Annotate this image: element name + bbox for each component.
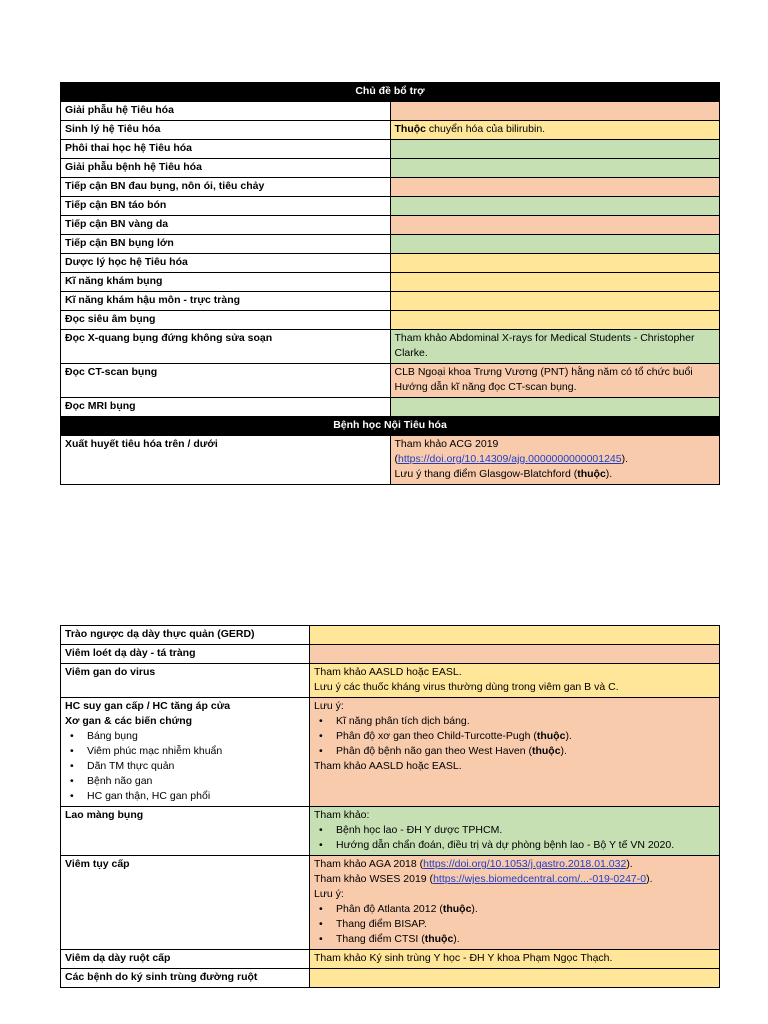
table-row	[61, 969, 720, 988]
note-line	[395, 467, 716, 482]
note-text: ).	[471, 903, 478, 915]
topic-label: Đọc X-quang bụng đứng không sửa soạn	[61, 330, 391, 364]
reference-link[interactable]: https://wjes.biomedcentral.com/...-019-0247-0	[433, 873, 647, 885]
topic-note: CLB Ngoại khoa Trưng Vương (PNT) hằng năm có tổ chức buổi Hướng dẫn kĩ năng đọc CT-scan bụng.	[390, 364, 720, 398]
topic-label: Tiếp cận BN bụng lớn	[61, 235, 391, 254]
list-item: • Kĩ năng phân tích dịch báng.	[314, 714, 715, 729]
section-header-row	[61, 417, 720, 436]
list-item	[314, 932, 715, 947]
topic-note	[390, 178, 720, 197]
table-row	[61, 807, 720, 856]
table-row	[61, 626, 720, 645]
bold-text: thuộc	[442, 903, 472, 915]
table-row	[61, 159, 720, 178]
table-row	[61, 235, 720, 254]
reference-link[interactable]: https://doi.org/10.14309/ajg.0000000000001245	[398, 453, 622, 465]
list-item: • Bệnh não gan	[65, 774, 305, 789]
topic-note	[390, 102, 720, 121]
note-text: Phân độ xơ gan theo Child-Turcotte-Pugh (	[336, 730, 537, 742]
topic-note	[310, 698, 720, 807]
section-header-row	[61, 83, 720, 102]
note-line: Lưu ý:	[314, 888, 344, 900]
topic-note	[390, 216, 720, 235]
note-text: Phân độ Atlanta 2012 (	[336, 903, 443, 915]
topic-label: Tiếp cận BN vàng da	[61, 216, 391, 235]
note-text: ).	[605, 468, 613, 480]
table-row	[61, 364, 720, 398]
topic-label: Viêm gan do virus	[61, 664, 310, 698]
topic-label: Tiếp cận BN táo bón	[61, 197, 391, 216]
note-text: Thang điểm CTSI (	[336, 933, 425, 945]
list-item: • Bệnh học lao - ĐH Y dược TPHCM.	[314, 823, 715, 838]
topic-label-line: Xơ gan & các biến chứng	[65, 715, 193, 727]
topic-note	[390, 235, 720, 254]
note-line: Tham khảo AASLD hoặc EASL.	[314, 760, 462, 772]
topic-note: Tham khảo Abdominal X-rays for Medical Students - Christopher Clarke.	[390, 330, 720, 364]
topic-label: Kĩ năng khám bụng	[61, 273, 391, 292]
topic-note	[390, 140, 720, 159]
note-text: ).	[565, 730, 572, 742]
complication-list	[65, 729, 305, 804]
bold-text: thuộc	[536, 730, 566, 742]
topic-label: Tiếp cận BN đau bụng, nôn ói, tiêu chảy	[61, 178, 391, 197]
list-item: • Hướng dẫn chẩn đoán, điều trị và dự phòng bệnh lao - Bộ Y tế VN 2020.	[314, 838, 715, 853]
topic-note	[310, 626, 720, 645]
note-line: Lưu ý:	[314, 700, 344, 712]
list-item: • Viêm phúc mạc nhiễm khuẩn	[65, 744, 305, 759]
topic-label: Đọc MRI bụng	[61, 398, 391, 417]
note-line	[314, 857, 715, 872]
note-line: Lưu ý các thuốc kháng virus thường dùng trong viêm gan B và C.	[314, 681, 619, 693]
list-item: • Dãn TM thực quản	[65, 759, 305, 774]
topic-note	[390, 121, 720, 140]
topic-note	[390, 273, 720, 292]
note-list	[314, 823, 715, 853]
note-line: Tham khảo:	[314, 809, 370, 821]
bold-text: thuộc	[531, 745, 561, 757]
table-row	[61, 121, 720, 140]
table-row	[61, 178, 720, 197]
topic-label: Kĩ năng khám hậu môn - trực tràng	[61, 292, 391, 311]
topic-note	[390, 197, 720, 216]
list-item	[314, 729, 715, 744]
table-row	[61, 292, 720, 311]
note-line	[314, 872, 715, 887]
topic-label	[61, 698, 310, 807]
reference-link[interactable]: https://doi.org/10.1053/j.gastro.2018.01.032	[423, 858, 627, 870]
topic-label: Trào ngược dạ dày thực quản (GERD)	[61, 626, 310, 645]
note-text: ).	[626, 858, 633, 870]
topic-label: Dược lý học hệ Tiêu hóa	[61, 254, 391, 273]
topic-note	[310, 807, 720, 856]
bold-text: Thuộc	[394, 123, 426, 135]
topic-label: Các bệnh do ký sinh trùng đường ruột	[61, 969, 310, 988]
section-header: Bệnh học Nội Tiêu hóa	[61, 417, 720, 436]
note-text: Lưu ý thang điểm Glasgow-Blatchford (	[394, 468, 578, 480]
note-text: ).	[621, 453, 629, 465]
note-text: Tham khảo WSES 2019 (	[314, 873, 434, 885]
table-row	[61, 216, 720, 235]
topics-table-2	[60, 625, 720, 988]
table-row	[61, 664, 720, 698]
table-row	[61, 330, 720, 364]
list-item	[314, 902, 715, 917]
note-line	[395, 437, 716, 467]
topic-label: Xuất huyết tiêu hóa trên / dưới	[61, 436, 391, 485]
table-row	[61, 311, 720, 330]
topic-note	[390, 292, 720, 311]
list-item: • HC gan thận, HC gan phổi	[65, 789, 305, 804]
table-row	[61, 197, 720, 216]
topic-label: Viêm loét dạ dày - tá tràng	[61, 645, 310, 664]
topic-label: Viêm tụy cấp	[61, 856, 310, 950]
topic-label: Đọc CT-scan bụng	[61, 364, 391, 398]
bold-text: thuộc	[424, 933, 454, 945]
topics-table-1	[60, 82, 720, 485]
topic-note	[310, 969, 720, 988]
table-row	[61, 950, 720, 969]
table-row	[61, 140, 720, 159]
topic-note	[390, 436, 720, 485]
note-list	[314, 902, 715, 947]
note-text: Tham khảo AGA 2018 (	[314, 858, 424, 870]
section-header: Chủ đề bổ trợ	[61, 83, 720, 102]
topic-note	[390, 254, 720, 273]
topic-note	[390, 159, 720, 178]
topic-note: Tham khảo Ký sinh trùng Y học - ĐH Y khoa Phạm Ngọc Thạch.	[310, 950, 720, 969]
topic-label: Sinh lý hệ Tiêu hóa	[61, 121, 391, 140]
bold-text: thuộc	[577, 468, 606, 480]
note-text: chuyển hóa của bilirubin.	[426, 123, 546, 135]
topic-note	[310, 856, 720, 950]
note-text: ).	[646, 873, 653, 885]
topic-label: Phôi thai học hệ Tiêu hóa	[61, 140, 391, 159]
list-item	[314, 744, 715, 759]
table-row	[61, 436, 720, 485]
table-row	[61, 645, 720, 664]
table-row	[61, 698, 720, 807]
note-text: ).	[560, 745, 567, 757]
topic-label: Đọc siêu âm bụng	[61, 311, 391, 330]
topic-note	[310, 645, 720, 664]
topic-note	[310, 664, 720, 698]
topic-note	[390, 398, 720, 417]
topic-label: Giải phẫu hệ Tiêu hóa	[61, 102, 391, 121]
note-list	[314, 714, 715, 759]
topic-label: Lao màng bụng	[61, 807, 310, 856]
topic-label: Viêm dạ dày ruột cấp	[61, 950, 310, 969]
topic-note	[390, 311, 720, 330]
note-text: ).	[453, 933, 460, 945]
table-row	[61, 856, 720, 950]
table-row	[61, 102, 720, 121]
note-line: Tham khảo AASLD hoặc EASL.	[314, 666, 462, 678]
list-item: • Thang điểm BISAP.	[314, 917, 715, 932]
table-row	[61, 398, 720, 417]
table-row	[61, 254, 720, 273]
note-text: Phân độ bệnh não gan theo West Haven (	[336, 745, 532, 757]
list-item: • Báng bụng	[65, 729, 305, 744]
topic-label: Giải phẫu bệnh hệ Tiêu hóa	[61, 159, 391, 178]
topic-label-line: HC suy gan cấp / HC tăng áp cửa	[65, 700, 231, 712]
table-row	[61, 273, 720, 292]
note-text: Tham khảo ACG 2019 (	[394, 438, 499, 465]
